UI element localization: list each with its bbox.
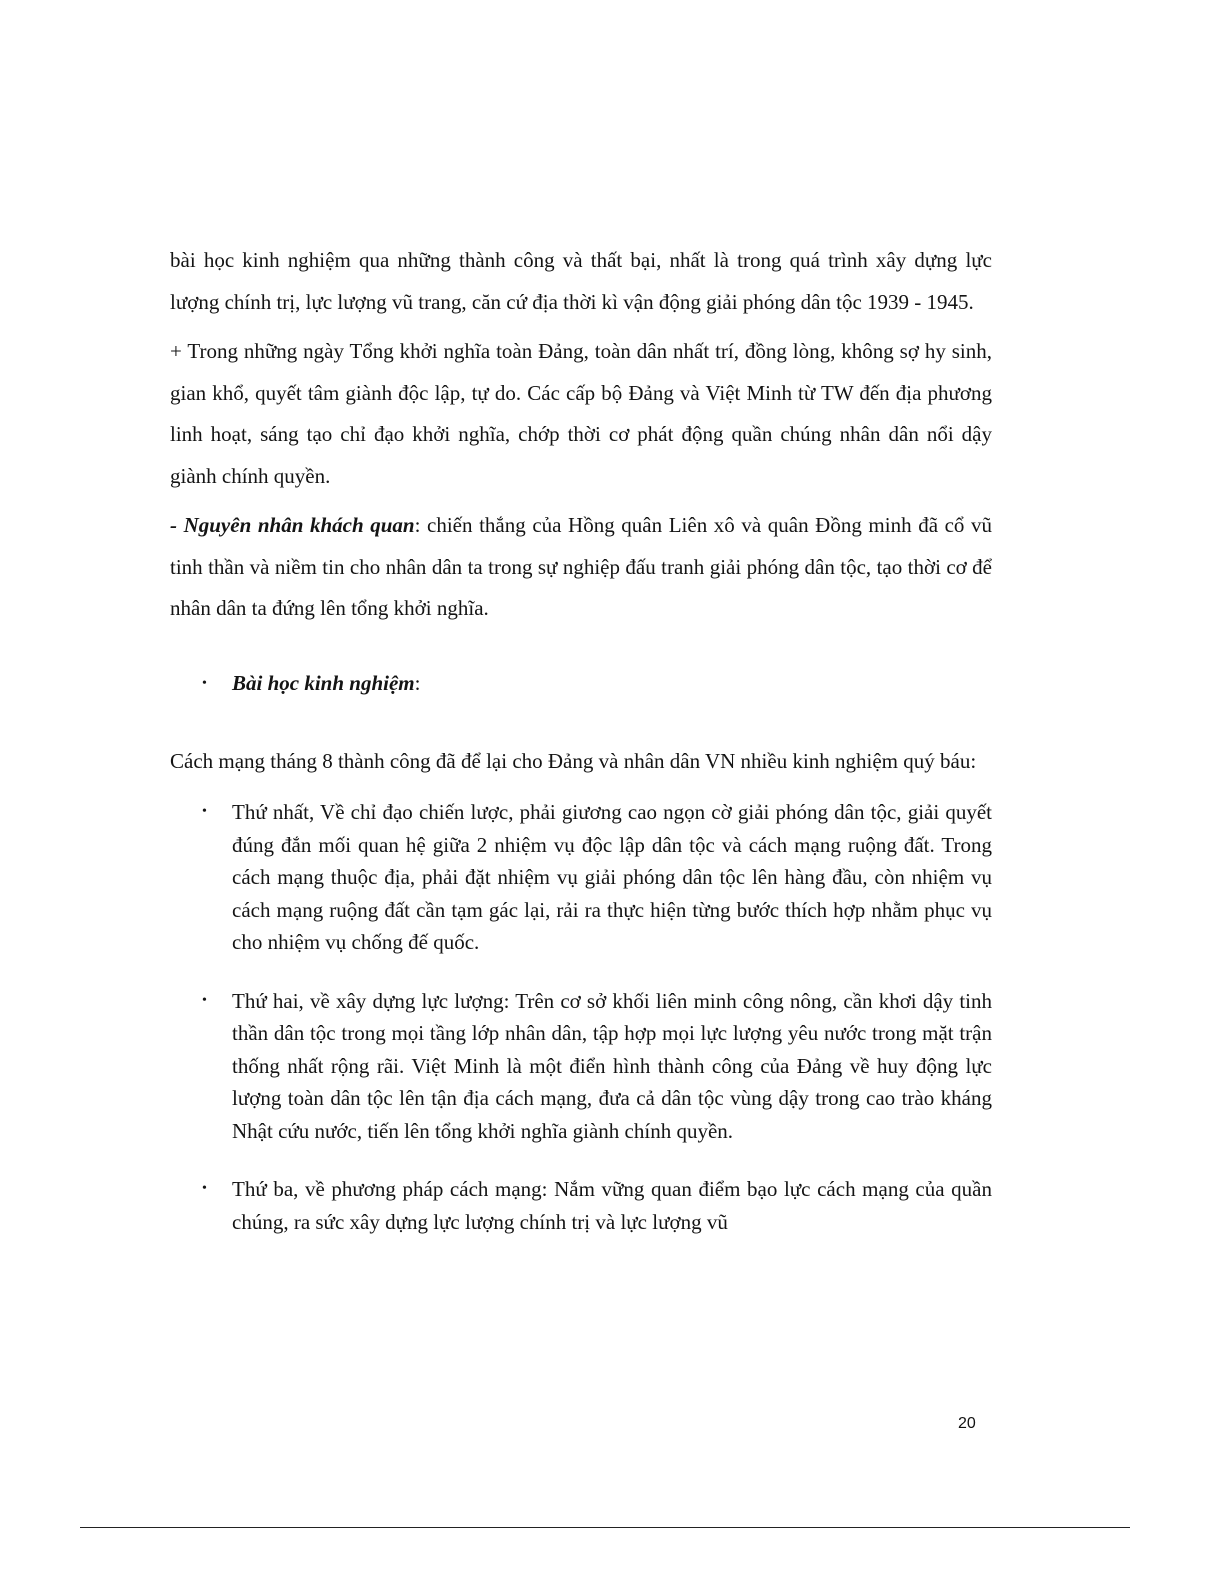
paragraph-lessons-context: bài học kinh nghiệm qua những thành công và thất bại, nhất là trong quá trình xây dựng lực lượng chính trị, lực lượng vũ trang, căn cứ địa thời kì vận động giải phóng dân tộc 1939 - 1945. (170, 248, 992, 314)
paragraph-objective-cause (170, 505, 992, 630)
section-heading-suffix: : (414, 670, 421, 695)
lesson-text: Thứ ba, về phương pháp cách mạng: Nắm vững quan điểm bạo lực cách mạng của quần chúng, ra sức xây dựng lực lượng chính trị và lực lượng vũ (232, 1177, 992, 1234)
objective-cause-label: - Nguyên nhân khách quan (170, 513, 415, 537)
bullet-icon: • (202, 1181, 207, 1196)
section-heading-label: Bài học kinh nghiệm (232, 670, 415, 695)
bullet-icon: • (202, 675, 207, 691)
page-number: 20 (958, 1415, 976, 1432)
bullet-icon: • (202, 992, 207, 1008)
lesson-text: Thứ hai, về xây dựng lực lượng: Trên cơ sở khối liên minh công nông, cần khơi dậy tinh thần dân tộc trong mọi tầng lớp nhân dân, tập hợp mọi lực lượng yêu nước trong mặt trận thống nhất rộng rãi. Việt Minh là một điển hình thành công của Đảng về huy động lực lượng toàn dân tộc lên tận địa cách mạng, đưa cả dân tộc vùng dậy trong cao trào kháng Nhật cứu nước, tiến lên tổng khởi nghĩa giành chính quyền. (232, 988, 992, 1143)
footer-divider (80, 1527, 1130, 1528)
list-item (170, 796, 992, 959)
paragraph-uprising: + Trong những ngày Tổng khởi nghĩa toàn Đảng, toàn dân nhất trí, đồng lòng, không sợ hy sinh, gian khổ, quyết tâm giành độc lập, tự do. Các cấp bộ Đảng và Việt Minh từ TW đến địa phương linh hoạt, sáng tạo chỉ đạo khởi nghĩa, chớp thời cơ phát động quần chúng nhân dân nổi dậy giành chính quyền. (170, 339, 992, 488)
intro-paragraph: Cách mạng tháng 8 thành công đã để lại cho Đảng và nhân dân VN nhiều kinh nghiệm quý báu: (170, 749, 977, 773)
objective-cause-text: : chiến thắng của Hồng quân Liên xô và quân Đồng minh đã cổ vũ tinh thần và niềm tin cho nhân dân ta trong sự nghiệp đấu tranh giải phóng dân tộc, tạo thời cơ để nhân dân ta đứng lên tổng khởi nghĩa. (170, 513, 993, 620)
lessons-list (170, 796, 992, 1238)
lesson-text: Thứ nhất, Về chỉ đạo chiến lược, phải giương cao ngọn cờ giải phóng dân tộc, giải quyết đúng đắn mối quan hệ giữa 2 nhiệm vụ độc lập dân tộc và cách mạng ruộng đất. Trong cách mạng thuộc địa, phải đặt nhiệm vụ giải phóng dân tộc lên hàng đầu, còn nhiệm vụ cách mạng ruộng đất cần tạm gác lại, rải ra thực hiện từng bước thích hợp nhằm phục vụ cho nhiệm vụ chống đế quốc. (232, 800, 992, 954)
list-item (170, 1173, 992, 1238)
section-heading (170, 663, 992, 705)
list-item (170, 985, 992, 1148)
bullet-icon: • (202, 804, 207, 819)
page-body (170, 240, 992, 1264)
